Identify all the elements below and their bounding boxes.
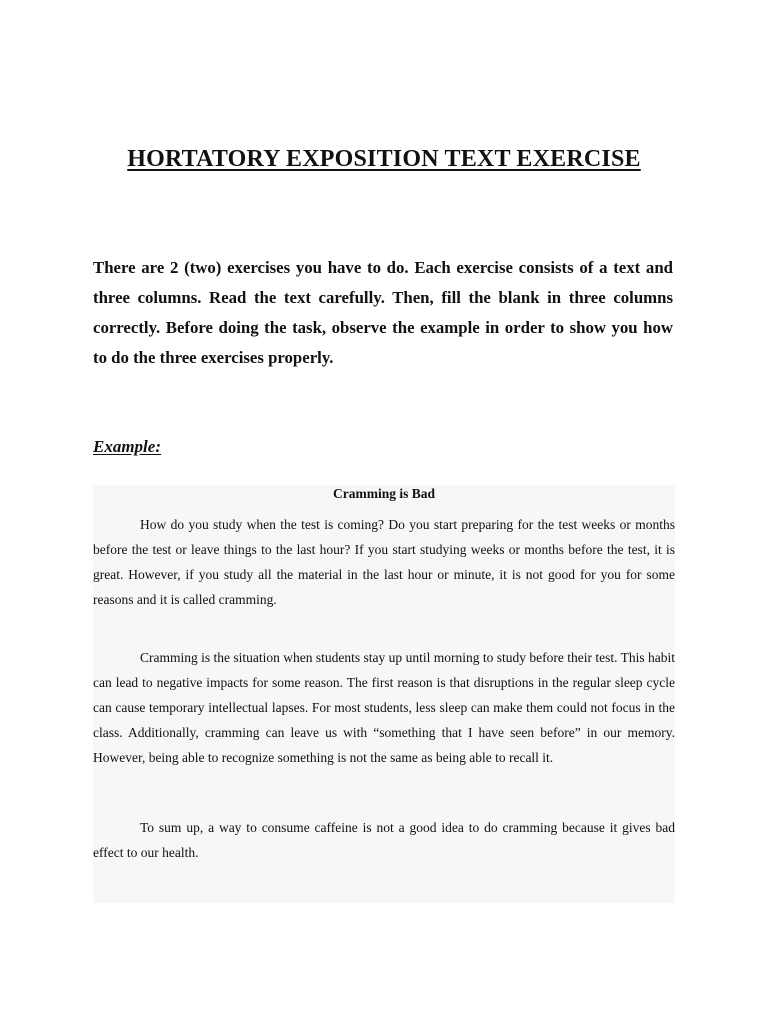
- example-text-box: [93, 485, 675, 903]
- example-title: Cramming is Bad: [332, 486, 435, 501]
- page-title: HORTATORY EXPOSITION TEXT EXERCISE: [127, 146, 641, 172]
- example-paragraph-3: To sum up, a way to consume caffeine is not a good idea to do cramming because it gives bad effect to our health.: [93, 820, 675, 860]
- instructions-paragraph: There are 2 (two) exercises you have to do. Each exercise consists of a text and three columns. Read the text carefully. Then, fill the blank in three columns correctly. Before doing the task, observe the example in order to show you how to do the three exercises properly.: [93, 258, 673, 367]
- example-label: Example:: [93, 437, 161, 456]
- example-paragraph-2: Cramming is the situation when students stay up until morning to study before their test. This habit can lead to negative impacts for some reason. The first reason is that disruptions in the regular sleep cycle can cause temporary intellectual lapses. For most students, less sleep can make them could not focus in the class. Additionally, cramming can leave us with “something that I have seen before” in our memory. However, being able to recognize something is not the same as being able to recall it.: [93, 650, 675, 765]
- example-paragraph-1: How do you study when the test is coming? Do you start preparing for the test weeks or months before the test or leave things to the last hour? If you start studying weeks or months before the test, it is great. However, if you study all the material in the last hour or minute, it is not good for you for some reasons and it is called cramming.: [93, 517, 675, 607]
